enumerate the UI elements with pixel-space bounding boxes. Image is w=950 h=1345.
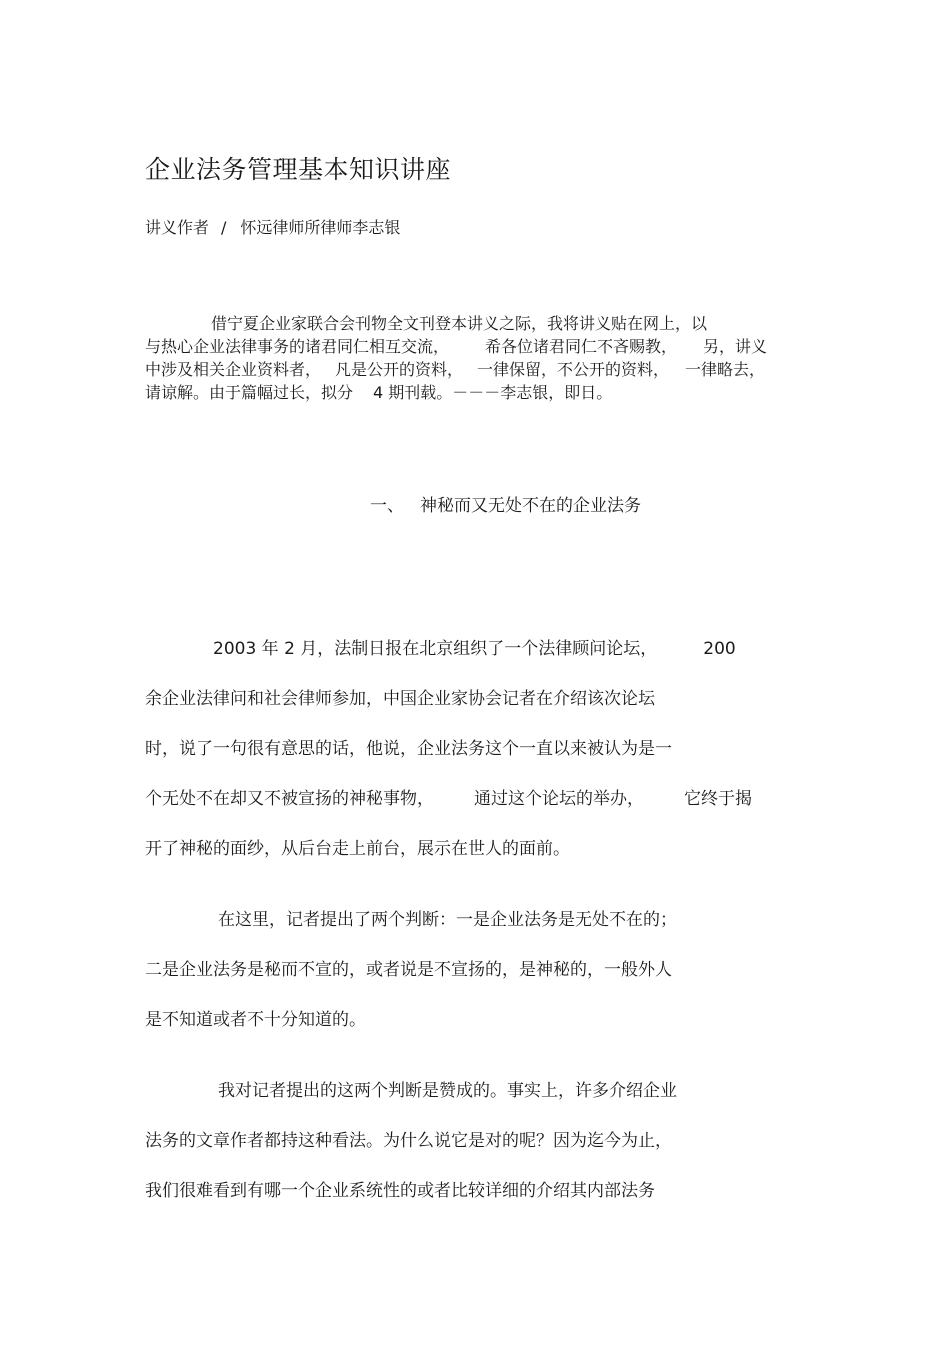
preface-text: 中涉及相关企业资料者，	[145, 360, 322, 379]
preface-line	[145, 312, 810, 335]
body-text: 时，说了一句很有意思的话，他说，企业法务这个一直以来被认为是一	[145, 739, 672, 759]
para1-line	[213, 637, 736, 661]
section-heading	[370, 491, 641, 516]
body-text: 2003 年 2 月，法制日报在北京组织了一个法律顾问论坛，	[213, 639, 658, 659]
body-text: 个无处不在却又不被宣扬的神秘事物，	[145, 789, 434, 809]
para2-line: 在这里，记者提出了两个判断：一是企业法务是无处不在的；	[218, 910, 677, 930]
author-separator: /	[221, 218, 227, 237]
para1-line	[145, 837, 570, 861]
para3-line: 我对记者提出的这两个判断是赞成的。事实上，许多介绍企业	[218, 1081, 677, 1101]
para3-line: 法务的文章作者都持这种看法。为什么说它是对的呢？因为迄今为止，	[145, 1131, 672, 1151]
section-title: 神秘而又无处不在的企业法务	[420, 496, 641, 516]
section-number: 一、	[370, 496, 404, 516]
author-line	[145, 215, 400, 238]
body-text: 200	[703, 639, 736, 659]
body-text: 通过这个论坛的举办，	[474, 789, 644, 809]
preface-text: 另，讲义	[703, 337, 768, 356]
para1-line	[145, 687, 655, 711]
preface-text: 凡是公开的资料，	[335, 360, 464, 379]
preface-text: 4 期刊载。－－－李志银，即日。	[373, 383, 613, 402]
preface-text: 希各位诸君同仁不吝赐教，	[485, 337, 678, 356]
body-text: 开了神秘的面纱，从后台走上前台，展示在世人的面前。	[145, 839, 570, 859]
author-name: 怀远律师所律师李志银	[240, 218, 401, 237]
preface-text: 与热心企业法律事务的诸君同仁相互交流，	[145, 337, 450, 356]
document-title: 企业法务管理基本知识讲座	[145, 155, 452, 184]
para1-line	[145, 787, 752, 811]
preface-line	[145, 335, 810, 358]
para3-line: 我们很难看到有哪一个企业系统性的或者比较详细的介绍其内部法务	[145, 1181, 655, 1201]
para2-line: 是不知道或者不十分知道的。	[145, 1010, 366, 1030]
preface-text: 一律略去，	[685, 360, 766, 379]
body-text: 余企业法律问和社会律师参加，中国企业家协会记者在介绍该次论坛	[145, 689, 655, 709]
preface-line	[145, 381, 810, 404]
body-text: 它终于揭	[684, 789, 752, 809]
para1-line	[145, 737, 672, 761]
para2-line: 二是企业法务是秘而不宣的，或者说是不宣扬的，是神秘的，一般外人	[145, 960, 672, 980]
preface-text: 请谅解。由于篇幅过长，拟分	[145, 383, 354, 402]
preface-paragraph	[145, 312, 810, 404]
preface-line	[145, 358, 810, 381]
author-label: 讲义作者	[145, 218, 210, 237]
preface-text: 借宁夏企业家联合会刊物全文刊登本讲义之际，我将讲义贴在网上，以	[211, 314, 708, 333]
preface-text: 一律保留，不公开的资料，	[477, 360, 670, 379]
